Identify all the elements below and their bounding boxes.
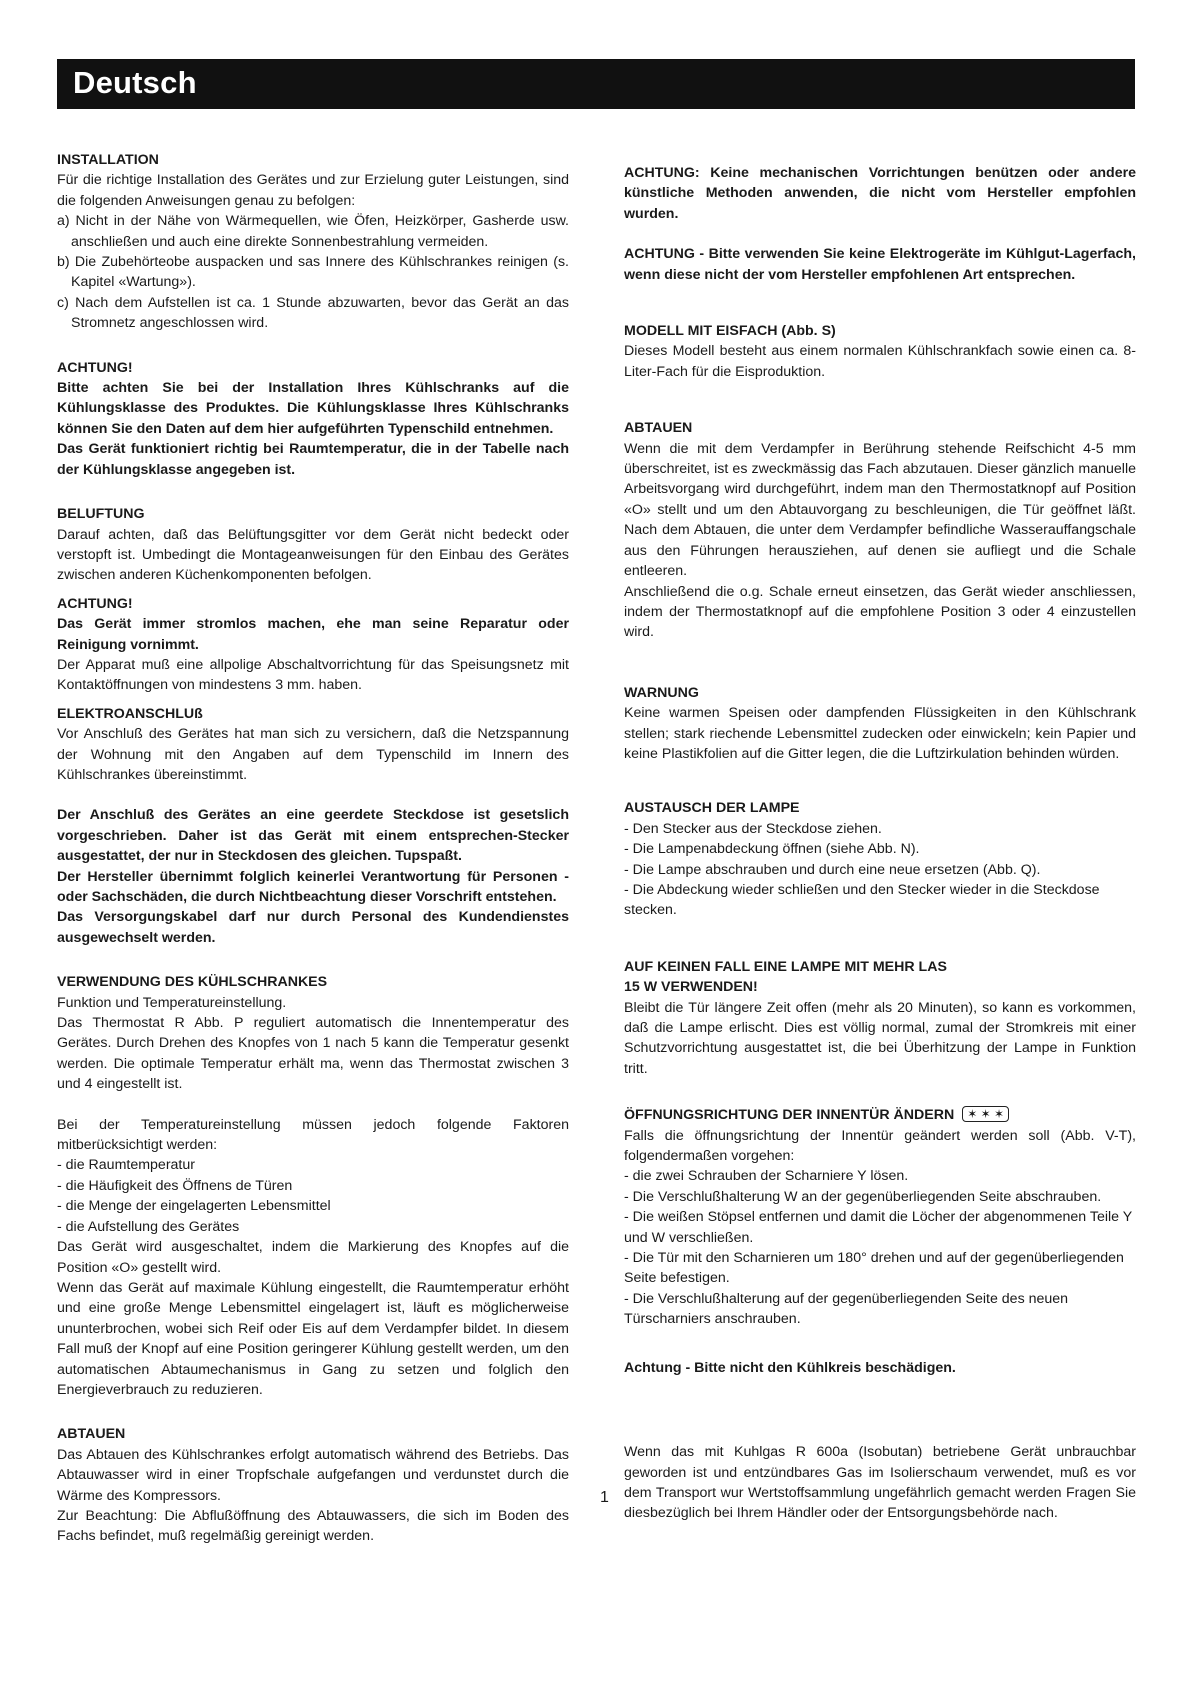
heading-lampe-warnung: 15 W VERWENDEN! — [624, 979, 758, 996]
oeffnung-list — [624, 1166, 1136, 1329]
section-modell-eisfach — [624, 321, 1136, 382]
installation-list — [57, 211, 569, 333]
section-achtung-kuehlungsklasse — [57, 358, 569, 480]
installation-intro: Für die richtige Installation des Gerätes und zur Erzielung guter Leistungen, sind die folgenden Anweisungen genau zu befolgen: — [57, 172, 569, 209]
achtung-bold-text: ACHTUNG: Keine mechanischen Vorrichtungen benützen oder andere künstliche Methoden anwenden, die nicht vom Hersteller empfohlen wurden. — [624, 165, 1136, 222]
warnung-text: Keine warmen Speisen oder dampfenden Flüssigkeiten in den Kühlschrank stellen; stark riechende Lebensmittel zudecken oder einwickeln; kein Papier und keine Plastikfolien auf die Gitter legen, die die Luftzirkulation behinden würden. — [624, 705, 1136, 762]
list-item: - die Raumtemperatur — [57, 1157, 195, 1174]
verwendung-text: Das Gerät wird ausgeschaltet, indem die Markierung des Knopfes auf die Position «O» gestellt wird. — [57, 1239, 569, 1276]
heading-oeffnungsrichtung-label: ÖFFNUNGSRICHTUNG DER INNENTÜR ÄNDERN — [624, 1107, 955, 1124]
abtauen-text: Das Abtauen des Kühlschrankes erfolgt automatisch während des Betriebs. Das Abtauwasser wird in einer Tropfschale aufgefangen und verdunstet durch die Wärme des Kompressors. — [57, 1446, 569, 1504]
right-column — [624, 163, 1136, 1548]
lampe-list — [624, 819, 1136, 921]
heading-verwendung: VERWENDUNG DES KÜHLSCHRANKES — [57, 974, 328, 991]
entsorgung-text: Wenn das mit Kuhlgas R 600a (Isobutan) betriebene Gerät unbrauchbar geworden ist und entzündbares Gas im Isolierschaum verwendet, muß es vor dem Transport wur Wertstoffsammlung ungefährlich gemacht werden Fragen Sie diesbezüglich bei Ihrem Händler oder der Entsorgungsbehörde nach. — [624, 1444, 1136, 1522]
oeffnung-intro: Falls die öffnungsrichtung der Innentür geändert werden soll (Abb. V-T), folgendermaßen vorgehen: — [624, 1127, 1136, 1165]
belueftung-text: Darauf achten, daß das Belüftungsgitter vor dem Gerät nicht bedeckt oder verstopft ist. Umbedingt die Montageanweisungen für den Einbau des Gerätes zwischen anderen Küchenkomponenten befolgen. — [57, 526, 569, 584]
abtauen-text: Zur Beachtung: Die Abflußöffnung des Abtauwassers, die sich im Boden des Fachs befindet, muß regelmäßig gereinigt werden. — [57, 1507, 569, 1545]
section-verwendung — [57, 972, 569, 1400]
section-achtung-elektrogeraete — [624, 244, 1136, 285]
verwendung-factors-intro: Bei der Temperatureinstellung müssen jedoch folgende Faktoren mitberücksichtigt werden: — [57, 1116, 569, 1154]
heading-achtung: ACHTUNG! — [57, 595, 133, 612]
list-item: a) Nicht in der Nähe von Wärmequellen, wie Öfen, Heizkörper, Gasherde usw. anschließen und auch eine direkte Sonnenbestrahlung vermeiden. — [57, 213, 569, 250]
achtung-text: Das Gerät funktioniert richtig bei Raumtemperatur, die in der Tabelle nach der Kühlungsklasse angegeben ist. — [57, 441, 569, 478]
achtung-bold-text: Das Gerät immer stromlos machen, ehe man seine Reparatur oder Reinigung vornimmt. — [57, 616, 569, 653]
heading-lampe-warnung: AUF KEINEN FALL EINE LAMPE MIT MEHR LAS — [624, 958, 947, 975]
heading-lampe: AUSTAUSCH DER LAMPE — [624, 800, 800, 817]
list-item: - die zwei Schrauben der Scharniere Y lösen. — [624, 1168, 909, 1185]
section-austausch-lampe — [624, 798, 1136, 920]
list-item: - Die weißen Stöpsel entfernen und damit die Löcher der abgenommenen Teile Y und W verschließen. — [624, 1209, 1132, 1246]
section-installation — [57, 150, 569, 334]
heading-warnung: WARNUNG — [624, 684, 699, 701]
section-achtung-mechanisch — [624, 163, 1136, 224]
modell-text: Dieses Modell besteht aus einem normalen Kühlschrankfach sowie einen ca. 8-Liter-Fach für die Eisproduktion. — [624, 343, 1136, 380]
verwendung-text: Das Thermostat R Abb. P reguliert automatisch die Innentemperatur des Gerätes. Durch Drehen des Knopfes von 1 nach 5 kann die Temperatur gesenkt werden. Die optimale Temperatur erhält ma, wenn das Thermostat zwischen 3 und 4 eingestellt ist. — [57, 1015, 569, 1093]
heading-abtauen: ABTAUEN — [57, 1426, 126, 1443]
list-item: - Die Lampenabdeckung öffnen (siehe Abb. N). — [624, 841, 920, 858]
heading-belueftung: BELUFTUNG — [57, 506, 145, 523]
list-item: - die Menge der eingelagerten Lebensmittel — [57, 1198, 331, 1215]
elektro-text: Vor Anschluß des Gerätes hat man sich zu versichern, daß die Netzspannung der Wohnung mit den Angaben auf dem Typenschild im Innern des Kühlschrankes übereinstimmt. — [57, 726, 569, 783]
list-item: - Die Abdeckung wieder schließen und den Stecker wieder in die Steckdose stecken. — [624, 881, 1100, 919]
list-item: b) Die Zubehörteobe auspacken und sas Innere des Kühlschrankes reinigen (s. Kapitel «Wartung»). — [57, 254, 569, 291]
abtauen-text: Wenn die mit dem Verdampfer in Berührung stehende Reifschicht 4-5 mm überschreitet, ist es zweckmässig das Fach abzutauen. Dieser gänzlich manuelle Arbeitsvorgang wird durchgeführt, indem man den Thermostatknopf auf Position «O» stellt und um den Abtauvorgang zu beschleunigen, die Tür geöffnet läßt. Nach dem Abtauen, die unter dem Verdampfer befindliche Wasserauffangschale aus den Führungen herausziehen, auf denen sie aufliegt und die Schale entleeren. — [624, 440, 1136, 580]
section-achtung-stromlos — [57, 594, 569, 696]
achtung-text: Bitte achten Sie bei der Installation Ihres Kühlschranks auf die Kühlungsklasse des Produktes. Die Kühlungsklasse Ihres Kühlschranks können Sie den Daten auf dem hier aufgeführten Typenschild entnehmen. — [57, 380, 569, 437]
achtung-bold-text: ACHTUNG - Bitte verwenden Sie keine Elektrogeräte im Kühlgut-Lagerfach, wenn diese nicht der vom Hersteller empfohlenen Art entsprechen. — [624, 246, 1136, 283]
elektro-bold-text: Das Versorgungskabel darf nur durch Personal des Kundendienstes ausgewechselt werden. — [57, 909, 569, 946]
section-oeffnungsrichtung — [624, 1105, 1136, 1329]
elektro-bold-text: Der Anschluß des Gerätes an eine geerdete Steckdose ist gesetslich vorgeschrieben. Daher ist das Gerät mit einem entsprechen-Stecker ausgestattet, der nur in Steckdosen des gleichen. Tupspaßt. — [57, 807, 569, 865]
section-lampe-warnung — [624, 957, 1136, 1079]
section-elektroanschluss — [57, 704, 569, 948]
section-abtauen-manuell — [624, 418, 1136, 642]
heading-abtauen: ABTAUEN — [624, 420, 693, 437]
verwendung-subheading: Funktion und Temperatureinstellung. — [57, 994, 287, 1011]
achtung-bold-text: Achtung - Bitte nicht den Kühlkreis beschädigen. — [624, 1359, 956, 1376]
achtung-text: Der Apparat muß eine allpolige Abschaltvorrichtung für das Speisungsnetz mit Kontaktöffnungen von mindestens 3 mm. haben. — [57, 656, 569, 694]
list-item: - die Häufigkeit des Öffnens de Türen — [57, 1177, 293, 1194]
verwendung-factors-list — [57, 1155, 569, 1237]
section-warnung — [624, 683, 1136, 765]
left-column — [57, 150, 569, 1571]
section-entsorgung — [624, 1442, 1136, 1524]
lampe-warnung-text: Bleibt die Tür längere Zeit offen (mehr als 20 Minuten), so kann es vorkommen, daß die Lampe erlischt. Dies est völlig normal, zumal der Stromkreis mit einer Schutzvorrichtung ausgestattet ist, die bei Überhitzung der Lampe in Funktion tritt. — [624, 999, 1136, 1077]
heading-installation: INSTALLATION — [57, 152, 159, 168]
heading-elektroanschluss: ELEKTROANSCHLUß — [57, 705, 203, 722]
page-number: 1 — [600, 1489, 609, 1506]
list-item: - Die Lampe abschrauben und durch eine neue ersetzen (Abb. Q). — [624, 861, 1041, 878]
list-item: - Den Stecker aus der Steckdose ziehen. — [624, 820, 882, 837]
heading-modell: MODELL MIT EISFACH (Abb. S) — [624, 323, 836, 340]
list-item: - die Aufstellung des Gerätes — [57, 1218, 240, 1235]
section-belueftung — [57, 504, 569, 586]
section-abtauen-auto — [57, 1424, 569, 1546]
verwendung-text: Wenn das Gerät auf maximale Kühlung eingestellt, die Raumtemperatur erhöht und eine große Menge Lebensmittel eingelagert ist, läuft es möglicherweise ununterbrochen, wobei sich Reif oder Eis auf dem Verdampfer bildet. In diesem Fall muß der Knopf auf eine Position geringerer Kühlung gestellt werden, um den automatischen Abtaumechanismus in Gang zu setzen und folglich den Energieverbrauch zu reduzieren. — [57, 1279, 569, 1398]
list-item: - Die Verschlußhalterung W an der gegenüberliegenden Seite abschrauben. — [624, 1188, 1102, 1205]
abtauen-text: Anschließend die o.g. Schale erneut einsetzen, das Gerät wieder anschliessen, indem der Thermostatknopf auf die empfohlene Position 3 oder 4 einzustellen wird. — [624, 583, 1136, 641]
language-header-bar — [57, 59, 1135, 109]
elektro-bold-text: Der Hersteller übernimmt folglich keinerlei Verantwortung für Personen - oder Sachschäden, die durch Nichtbeachtung dieser Vorschrift entstehen. — [57, 868, 569, 905]
list-item: - Die Verschlußhalterung auf der gegenüberliegenden Seite des neuen Türscharniers anschrauben. — [624, 1290, 1069, 1328]
list-item: c) Nach dem Aufstellen ist ca. 1 Stunde abzuwarten, bevor das Gerät an das Stromnetz angeschlossen wird. — [57, 294, 569, 332]
three-star-icon: ✶ ✶ ✶ — [962, 1106, 1009, 1122]
heading-oeffnungsrichtung — [624, 1105, 1136, 1125]
heading-achtung: ACHTUNG! — [57, 359, 133, 376]
language-title: Deutsch — [73, 65, 197, 100]
list-item: - Die Tür mit den Scharnieren um 180° drehen und auf der gegenüberliegenden Seite befestigen. — [624, 1250, 1124, 1287]
section-achtung-kuehlkreis — [624, 1358, 1136, 1378]
